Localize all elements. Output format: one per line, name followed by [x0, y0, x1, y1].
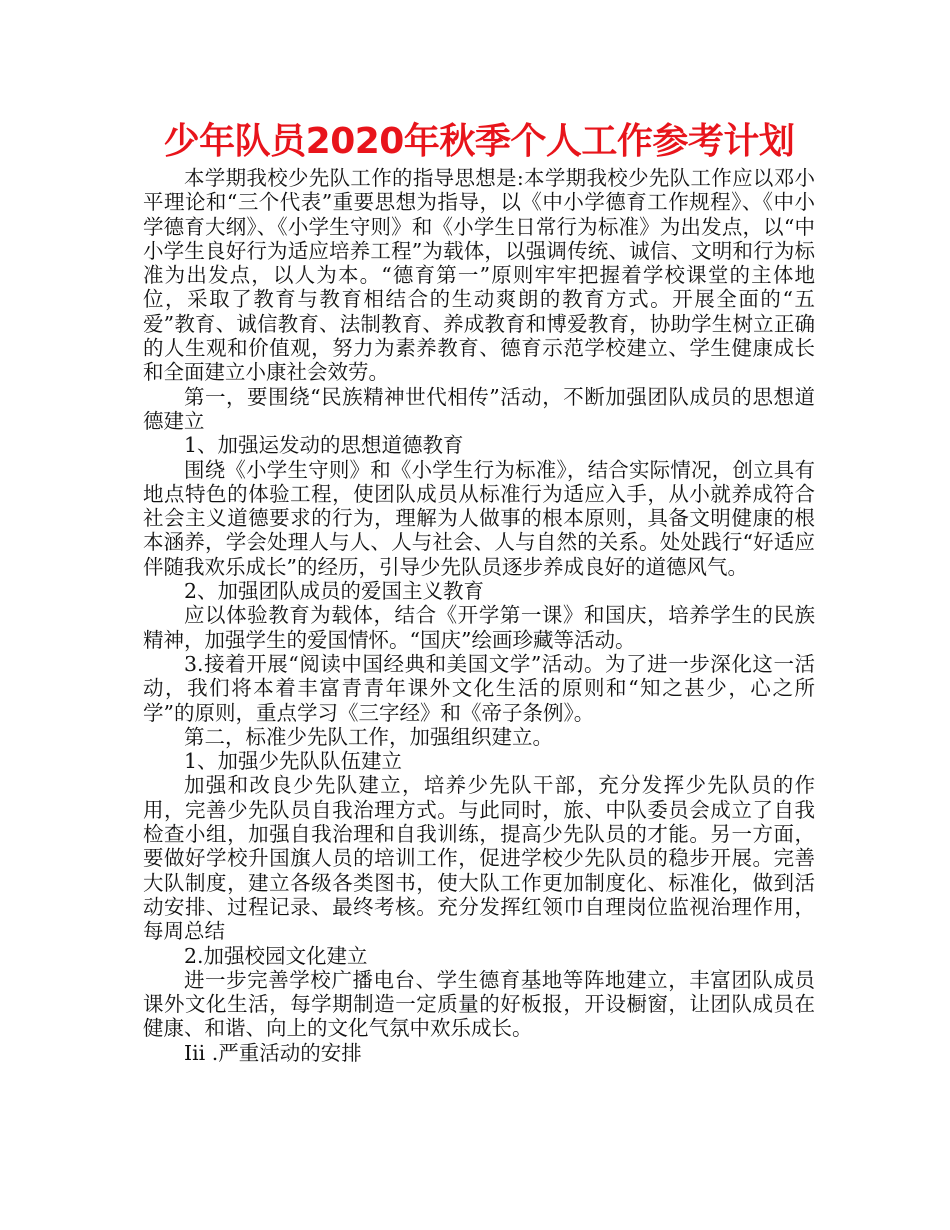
paragraph-moral-education: 围绕《小学生守则》和《小学生行为标准》，结合实际情况，创立具有地点特色的体验工程，使团队成员从标准行为适应入手，从小就养成符合社会主义道德要求的行为，理解为人做事的根本原则，具备文明健康的根本涵养，学会处理人与人、人与社会、人与自然的关系。处处践行“好适应伴随我欢乐成长”的经历，引导少先队员逐步养成良好的道德风气。	[143, 457, 815, 579]
paragraph-patriotic-education: 应以体验教育为载体，结合《开学第一课》和国庆，培养学生的民族精神，加强学生的爱国情怀。“国庆”绘画珍藏等活动。	[143, 603, 815, 652]
heading-third-section: Iii .严重活动的安排	[184, 1040, 362, 1065]
document-body	[143, 166, 815, 1065]
paragraph-guiding-thought: 本学期我校少先队工作的指导思想是:本学期我校少先队工作应以邓小平理论和“三个代表”重要思想为指导，以《中小学德育工作规程》、《中小学德育大纲》、《小学生守则》和《小学生日常行为标准》为出发点，以“中小学生良好行为适应培养工程”为载体，以强调传统、诚信、文明和行为标准为出发点，以人为本。“德育第一”原则牢牢把握着学校课堂的主体地位，采取了教育与教育相结合的生动爽朗的教育方式。开展全面的“五爱”教育、诚信教育、法制教育、养成教育和博爱教育，协助学生树立正确的人生观和价值观，努力为素养教育、德育示范学校建立、学生健康成长和全面建立小康社会效劳。	[143, 166, 815, 385]
document-page	[143, 118, 815, 1065]
paragraph-team-building: 加强和改良少先队建立，培养少先队干部，充分发挥少先队员的作用，完善少先队员自我治理方式。与此同时，旅、中队委员会成立了自我检查小组，加强自我治理和自我训练，提高少先队员的才能。另一方面，要做好学校升国旗人员的培训工作，促进学校少先队员的稳步开展。完善大队制度，建立各级各类图书，使大队工作更加制度化、标准化，做到活动安排、过程记录、最终考核。充分发挥红领巾自理岗位监视治理作用，每周总结	[143, 773, 815, 944]
subheading-moral-education: 1、加强运发动的思想道德教育	[184, 433, 464, 458]
subheading-team-building: 1、加强少先队队伍建立	[184, 749, 403, 774]
heading-first-section: 第一，要围绕“民族精神世代相传”活动，不断加强团队成员的思想道德建立	[143, 384, 815, 433]
subheading-campus-culture: 2.加强校园文化建立	[184, 943, 368, 968]
paragraph-campus-culture: 进一步完善学校广播电台、学生德育基地等阵地建立，丰富团队成员课外文化生活，每学期制造一定质量的好板报，开设橱窗，让团队成员在健康、和谐、向上的文化气氛中欢乐成长。	[143, 967, 815, 1041]
paragraph-reading-activity: 3.接着开展“阅读中国经典和美国文学”活动。为了进一步深化这一活动，我们将本着丰富青青年课外文化生活的原则和“知之甚少，心之所学”的原则，重点学习《三字经》和《帝子条例》。	[143, 651, 815, 725]
subheading-patriotic-education: 2、加强团队成员的爱国主义教育	[184, 579, 485, 604]
heading-second-section: 第二，标准少先队工作，加强组织建立。	[184, 724, 553, 749]
document-title: 少年队员2020年秋季个人工作参考计划	[163, 121, 795, 162]
